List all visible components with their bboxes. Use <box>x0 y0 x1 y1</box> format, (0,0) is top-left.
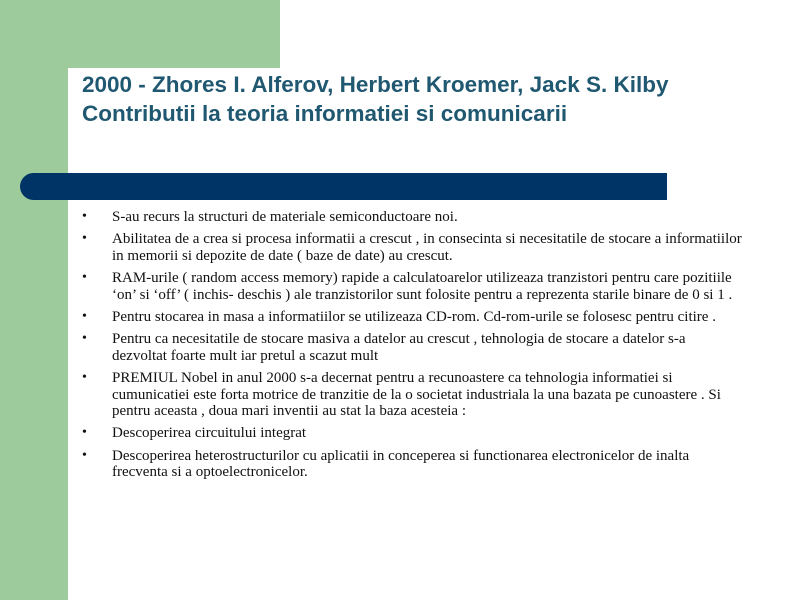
bullet-text: PREMIUL Nobel in anul 2000 s-a decernat pentru a recunoastere ca tehnologia informatiei si cumunicatiei este forta motrice de tranzitie de la o societat industriala la una bazata pe cunoastere . Si pentru aceasta , doua mari inventii au stat la baza acesteia : <box>112 370 721 420</box>
bullet-item <box>82 270 742 303</box>
decorative-green-top-band <box>0 0 280 68</box>
bullet-text: S-au recurs la structuri de materiale semiconductoare noi. <box>112 209 458 225</box>
bullet-list <box>82 209 742 487</box>
slide-title <box>82 70 782 128</box>
bullet-icon: • <box>82 209 87 224</box>
bullet-item <box>82 331 742 364</box>
bullet-icon: • <box>82 425 87 441</box>
bullet-text: Descoperirea circuitului integrat <box>112 425 307 442</box>
slide-title-line-1: 2000 - Zhores I. Alferov, Herbert Kroemer, Jack S. Kilby <box>82 72 669 97</box>
bullet-icon: • <box>82 370 87 386</box>
bullet-text: Descoperirea heterostructurilor cu aplicatii in conceperea si functionarea electronicelor de inalta frecventa si a optoelectronicelor. <box>112 447 690 481</box>
bullet-text: Pentru stocarea in masa a informatiilor se utilizeaza CD-rom. Cd-rom-urile se folosesc pentru citire . <box>112 309 716 326</box>
bullet-text: Abilitatea de a crea si procesa informatii a crescut , in consecinta si necesitatile de stocare a informatiilor in memorii si depozite de date ( baze de date) au crescut. <box>112 231 742 264</box>
bullet-icon: • <box>82 447 87 463</box>
bullet-text: Pentru ca necesitatile de stocare masiva a datelor au crescut , tehnologia de stocare a datelor s-a dezvoltat foarte mult iar pretul a scazut mult <box>112 331 686 364</box>
bullet-item <box>82 370 742 419</box>
decorative-green-left-band <box>0 0 68 600</box>
bullet-item <box>82 425 742 441</box>
bullet-icon: • <box>82 331 87 347</box>
bullet-icon: • <box>82 270 87 286</box>
bullet-item <box>82 448 742 481</box>
bullet-item <box>82 231 742 264</box>
bullet-item <box>82 209 742 225</box>
bullet-text: RAM-urile ( random access memory) rapide a calculatoarelor utilizeaza tranzistori pentru care pozitiile ‘on’ si ‘off’ ( inchis- deschis ) ale tranzistorilor sunt folosite pentru a reprezenta starile binare de 0 si 1 . <box>112 270 733 303</box>
slide-title-line-2: Contributii la teoria informatiei si comunicarii <box>82 101 568 126</box>
bullet-item <box>82 309 742 325</box>
decorative-title-bar <box>20 173 667 200</box>
bullet-icon: • <box>82 231 87 247</box>
bullet-icon: • <box>82 309 87 325</box>
